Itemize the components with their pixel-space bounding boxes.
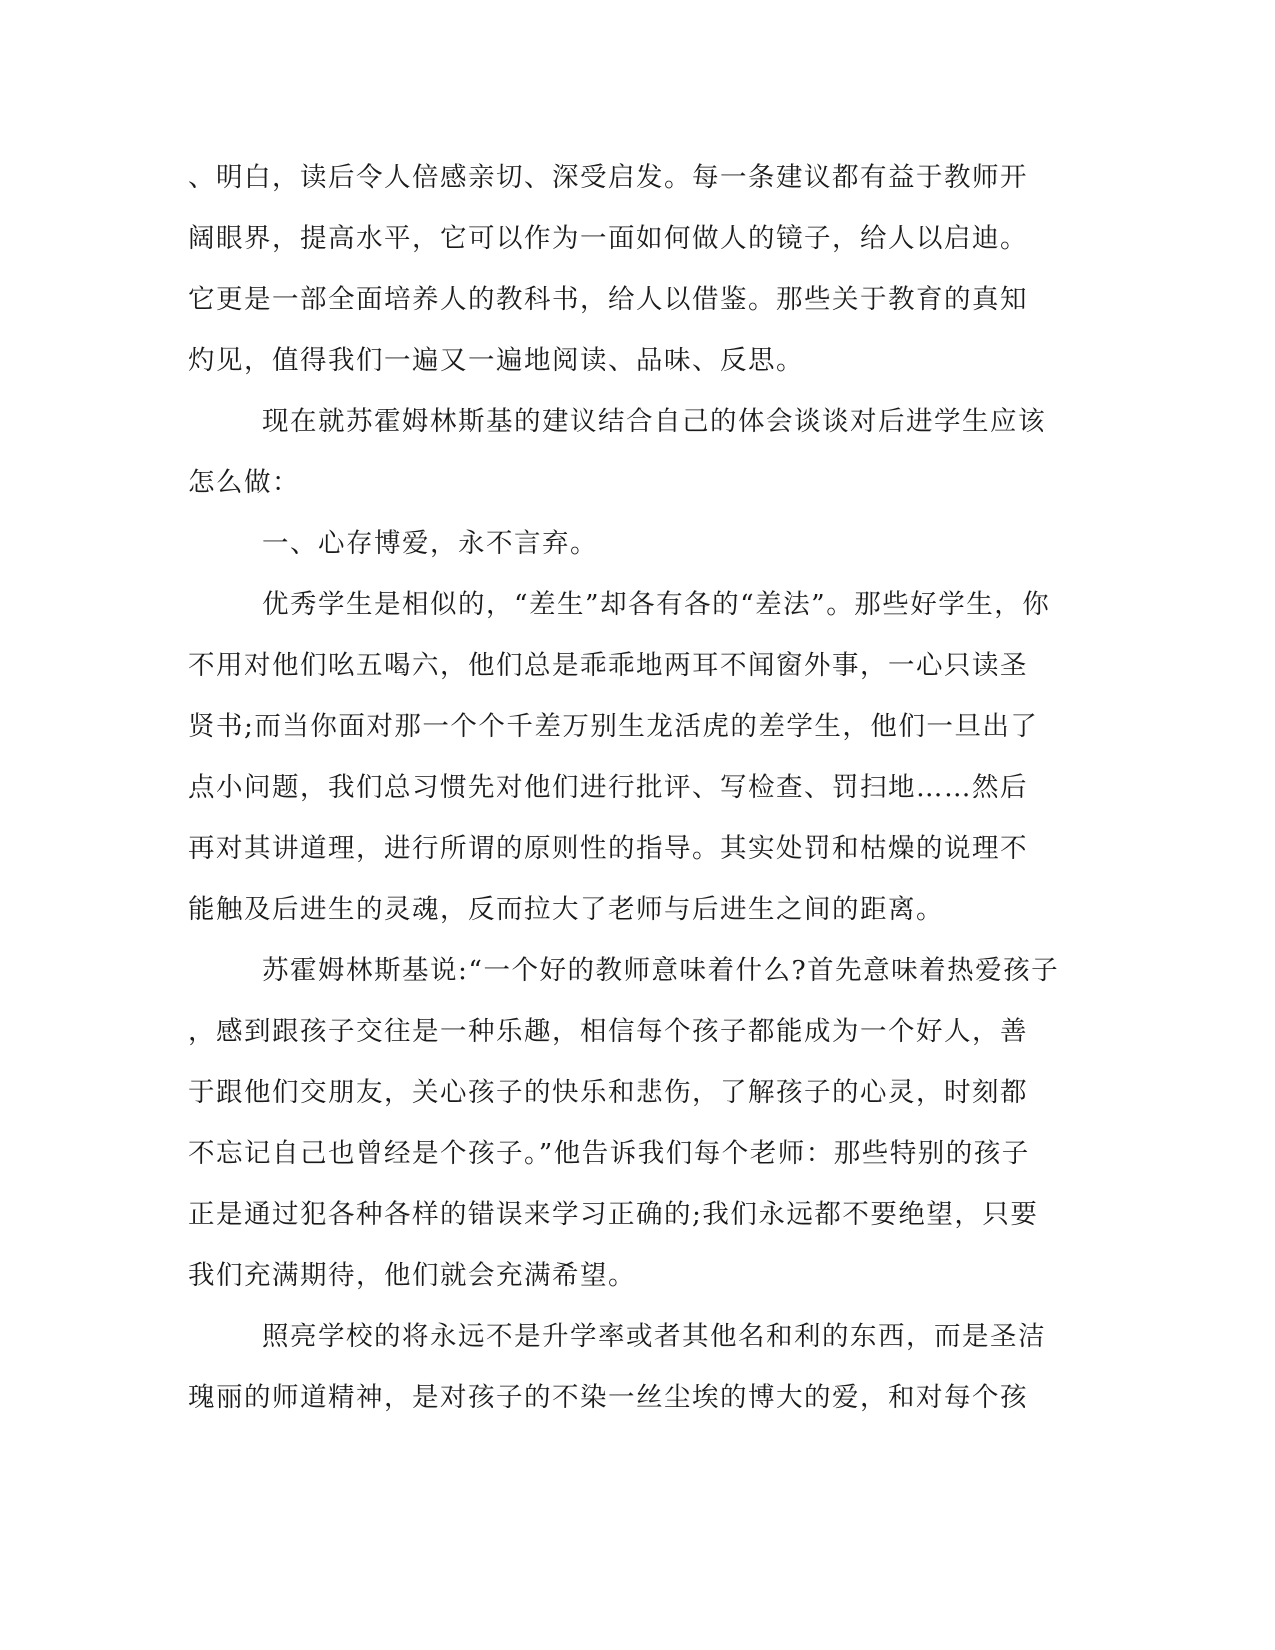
section-heading: 一、心存博爱，永不言弃。 [262,528,598,559]
text-line: 瑰丽的师道精神，是对孩子的不染一丝尘埃的博大的爱，和对每个孩 [188,1382,1028,1413]
text-line: 于跟他们交朋友，关心孩子的快乐和悲伤，了解孩子的心灵，时刻都 [188,1077,1028,1108]
text-line: ，感到跟孩子交往是一种乐趣，相信每个孩子都能成为一个好人，善 [188,1016,1028,1047]
text-line: 、明白，读后令人倍感亲切、深受启发。每一条建议都有益于教师开 [188,162,1028,193]
text-line: 我们充满期待，他们就会充满希望。 [188,1260,636,1291]
text-line: 正是通过犯各种各样的错误来学习正确的;我们永远都不要绝望，只要 [188,1199,1039,1230]
paragraph-start-line: 现在就苏霍姆林斯基的建议结合自己的体会谈谈对后进学生应该 [262,406,1046,437]
text-line: 贤书;而当你面对那一个个千差万别生龙活虎的差学生，他们一旦出了 [188,711,1039,742]
text-line: 阔眼界，提高水平，它可以作为一面如何做人的镜子，给人以启迪。 [188,223,1028,254]
document-body [188,155,1088,1436]
text-line: 不忘记自己也曾经是个孩子。”他告诉我们每个老师：那些特别的孩子 [188,1138,1030,1169]
paragraph-start-line: 苏霍姆林斯基说:“一个好的教师意味着什么?首先意味着热爱孩子 [262,955,1060,986]
paragraph-start-line: 照亮学校的将永远不是升学率或者其他名和利的东西，而是圣洁 [262,1321,1046,1352]
text-line: 能触及后进生的灵魂，反而拉大了老师与后进生之间的距离。 [188,894,944,925]
text-line: 点小问题，我们总习惯先对他们进行批评、写检查、罚扫地……然后 [188,772,1028,803]
text-line: 灼见，值得我们一遍又一遍地阅读、品味、反思。 [188,345,804,376]
text-line: 怎么做： [188,467,300,498]
text-line: 再对其讲道理，进行所谓的原则性的指导。其实处罚和枯燥的说理不 [188,833,1028,864]
text-line: 它更是一部全面培养人的教科书，给人以借鉴。那些关于教育的真知 [188,284,1028,315]
paragraph-start-line: 优秀学生是相似的，“差生”却各有各的“差法”。那些好学生，你 [262,589,1051,620]
text-line: 不用对他们吆五喝六，他们总是乖乖地两耳不闻窗外事，一心只读圣 [188,650,1028,681]
